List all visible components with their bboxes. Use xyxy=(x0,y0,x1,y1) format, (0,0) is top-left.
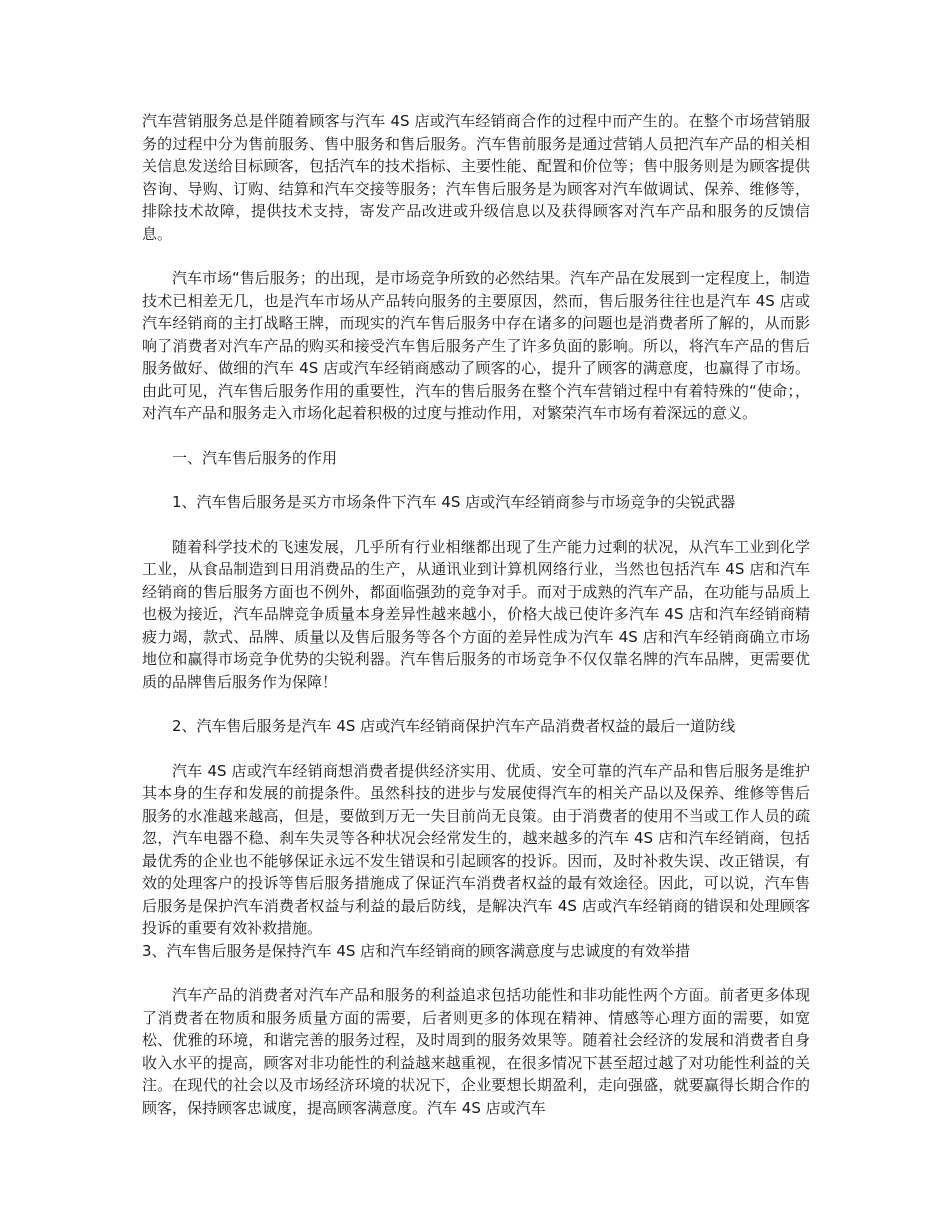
paragraph-intro: 汽车营销服务总是伴随着顾客与汽车 4S 店或汽车经销商合作的过程中而产生的。在整个市场营销服务的过程中分为售前服务、售中服务和售后服务。汽车售前服务是通过营销人员把汽车产品的相关相关信息发送给目标顾客，包括汽车的技术指标、主要性能、配置和价位等；售中服务则是为顾客提供咨询、导购、订购、结算和汽车交接等服务；汽车售后服务是为顾客对汽车做调试、保养、维修等，排除技术故障，提供技术支持，寄发产品改进或升级信息以及获得顾客对汽车产品和服务的反馈信息。 xyxy=(142,112,810,243)
paragraph-satisfaction: 汽车产品的消费者对汽车产品和服务的利益追求包括功能性和非功能性两个方面。前者更多体现了消费者在物质和服务质量方面的需要，后者则更多的体现在精神、情感等心理方面的需要，如宽松、优雅的环境，和谐完善的服务过程，及时周到的服务效果等。随着社会经济的发展和消费者自身收入水平的提高，顾客对非功能性的利益越来越重视，在很多情况下甚至超过越了对功能性利益的关注。在现代的社会以及市场经济环境的状况下，企业要想长期盈利，走向强盛，就要赢得长期合作的顾客，保持顾客忠诚度，提高顾客满意度。汽车 4S 店或汽车 xyxy=(142,986,810,1117)
section-heading-role: 一、汽车售后服务的作用 xyxy=(172,448,338,467)
document-page xyxy=(142,110,810,1141)
subheading-2: 2、汽车售后服务是汽车 4S 店或汽车经销商保护汽车产品消费者权益的最后一道防线 xyxy=(172,717,736,735)
paragraph-competition: 随着科学技术的飞速发展，几乎所有行业相继都出现了生产能力过剩的状况，从汽车工业到化学工业，从食品制造到日用消费品的生产，从通讯业到计算机网络行业，当然也包括汽车 4S 店和汽车经销商的售后服务方面也不例外，都面临强劲的竞争对手。而对于成熟的汽车产品，在功能与品质上也极为接近，汽车品牌竞争质量本身差异性越来越小，价格大战已使许多汽车 4S 店和汽车经销商精疲力竭，款式、品牌、质量以及售后服务等各个方面的差异性成为汽车 4S 店和汽车经销商确立市场地位和赢得市场竞争优势的尖锐利器。汽车售后服务的市场竞争不仅仅靠名牌的汽车品牌，更需要优质的品牌售后服务作为保障！ xyxy=(142,537,810,691)
paragraph-consumer-rights: 汽车 4S 店或汽车经销商想消费者提供经济实用、优质、安全可靠的汽车产品和售后服务是维护其本身的生存和发展的前提条件。虽然科技的进步与发展使得汽车的相关产品以及保养、维修等售后服务的水准越来越高，但是，要做到万无一失目前尚无良策。由于消费者的使用不当或工作人员的疏忽，汽车电器不稳、刹车失灵等各种状况会经常发生的，越来越多的汽车 4S 店和汽车经销商，包括最优秀的企业也不能够保证永远不发生错误和引起顾客的投诉。因而，及时补救失误、改正错误，有效的处理客户的投诉等售后服务措施成了保证汽车消费者权益的最有效途径。因此，可以说，汽车售后服务是保护汽车消费者权益与利益的最后防线，是解决汽车 4S 店或汽车经销商的错误和处理顾客投诉的重要有效补救措施。 xyxy=(142,761,810,937)
subheading-1: 1、汽车售后服务是买方市场条件下汽车 4S 店或汽车经销商参与市场竞争的尖锐武器 xyxy=(172,493,736,511)
subheading-3: 3、汽车售后服务是保持汽车 4S 店和汽车经销商的顾客满意度与忠诚度的有效举措 xyxy=(142,941,691,960)
paragraph-after-sales-origin: 汽车市场“售后服务；的出现，是市场竞争所致的必然结果。汽车产品在发展到一定程度上，制造技术已相差无几，也是汽车市场从产品转向服务的主要原因，然而，售后服务往往也是汽车 4S 店或汽车经销商的主打战略王牌，而现实的汽车售后服务中存在诸多的问题也是消费者所了解的，从而影响了消费者对汽车产品的购买和接受汽车售后服务产生了许多负面的影响。所以，将汽车产品的售后服务做好、做细的汽车 4S 店或汽车经销商感动了顾客的心，提升了顾客的满意度，也赢得了市场。由此可见，汽车售后服务作用的重要性，汽车的售后服务在整个汽车营销过程中有着特殊的“使命；，对汽车产品和服务走入市场化起着积极的过度与推动作用，对繁荣汽车市场有着深远的意义。 xyxy=(142,269,810,422)
